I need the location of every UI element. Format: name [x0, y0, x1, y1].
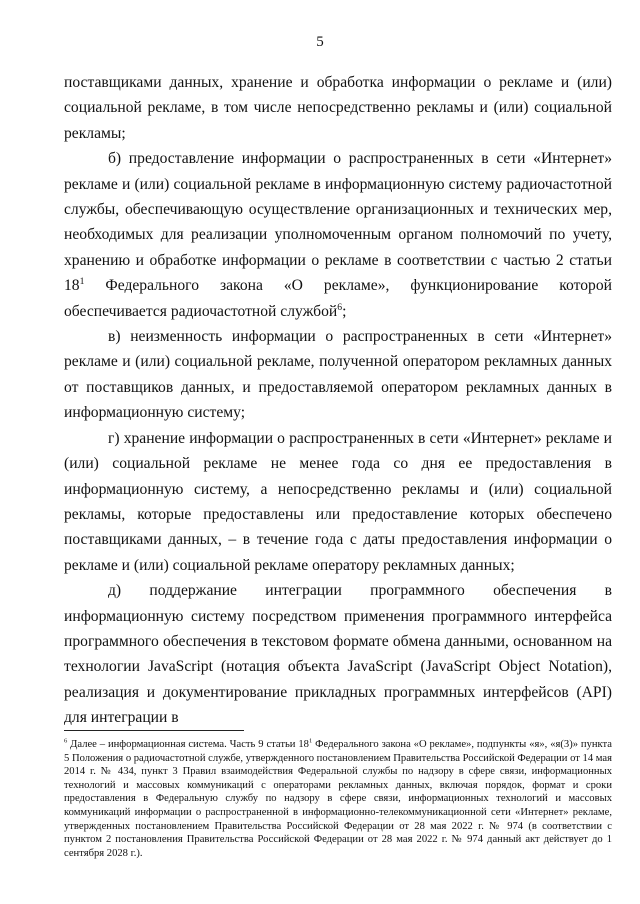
paragraph-b-text-after: ;	[342, 302, 347, 320]
superscript-article-index: 1	[79, 276, 85, 288]
footnote-6	[64, 738, 612, 860]
paragraph-b-text-before: б) предоставление информации о распространенных в сети «Интернет» рекламе и (или) социальной рекламе в информационную систему радиочастотной службы, обеспечивающую осуществление организационных и технических мер, необходимых для реализации уполномоченным органом полномочий по учету, хранению и обработке информации о рекламе в соответствии с частью 2 статьи 18	[64, 150, 612, 295]
footnote-text-after: Федерального закона «О рекламе», подпункты «я», «я(3)» пункта 5 Положения о радиочастотной службе, утвержденного постановлением Правительства Российской Федерации от 14 мая 2014 г. № 434, пункт 3 Правил взаимодействия Федеральной службы по надзору в сфере связи, информационных технологий и массовых коммуникаций с операторами рекламных данных, включая порядок, формат и сроки предоставления в Федеральную службу по надзору в сфере связи, информационных технологий и массовых коммуникаций информации о распространенной в информационно-телекоммуникационной сети «Интернет» рекламе, утвержденных постановлением Правительства Российской Федерации от 28 мая 2022 г. № 974 (в соответствии с пунктом 2 постановления Правительства Российской Федерации от 28 мая 2022 г. № 974 данный акт действует до 1 сентября 2028 г.).	[64, 739, 613, 859]
page-number: 5	[316, 34, 324, 50]
paragraph-continuation: поставщиками данных, хранение и обработка информации о рекламе и (или) социальной рекламе, в том числе непосредственно рекламы и (или) социальной рекламы;	[64, 74, 612, 142]
footnote-text-before: Далее – информационная система. Часть 9 статьи 18	[67, 739, 309, 750]
footnote-superscript-article-index: 1	[308, 737, 313, 745]
paragraph-b	[64, 146, 612, 324]
footnote-divider	[64, 730, 244, 731]
paragraph-b-text-middle: Федерального закона «О рекламе», функционирование которой обеспечивается радиочастотной службой	[64, 277, 612, 320]
paragraph-d: д) поддержание интеграции программного обеспечения в информационную систему посредством применения программного интерфейса программного обеспечения в текстовом формате обмена данными, основанном на технологии JavaScript (нотация объекта JavaScript (JavaScript Object Notation), реализация и документирование прикладных программных интерфейсов (API) для интеграции в	[64, 582, 612, 727]
footnote-reference-6: 6	[337, 301, 343, 313]
footnote-marker: 6	[64, 737, 68, 745]
paragraph-g: г) хранение информации о распространенных в сети «Интернет» рекламе и (или) социальной рекламе не менее года со дня ее предоставления в информационную систему, а непосредственно рекламы и (или) социальной рекламы, которые предоставлены или предоставление которых обеспечено поставщиками данных, – в течение года с даты предоставления информации о рекламе и (или) социальной рекламе оператору рекламных данных;	[64, 429, 612, 574]
body-text	[64, 70, 612, 731]
paragraph-v: в) неизменность информации о распространенных в сети «Интернет» рекламе и (или) социальной рекламе, полученной оператором рекламных данных от поставщиков данных, и предоставляемой оператором рекламных данных в информационную систему;	[64, 328, 612, 422]
